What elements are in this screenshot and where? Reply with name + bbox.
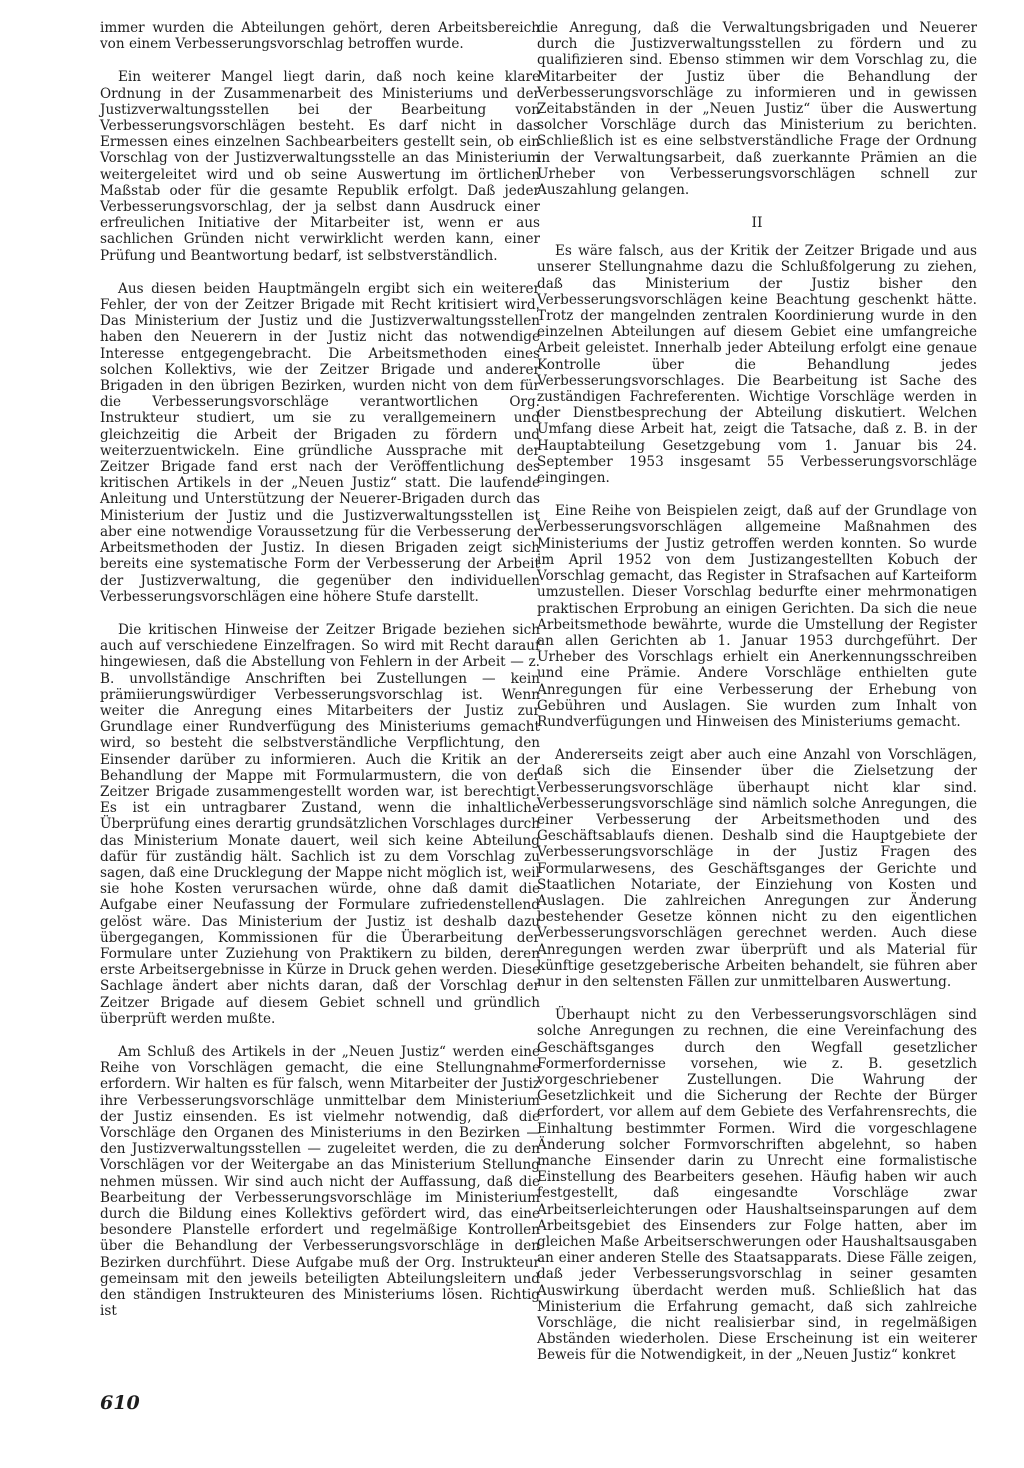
paragraph: Am Schluß des Artikels in der „Neuen Justiz“ werden eine Reihe von Vorschlägen gemacht, die eine Stellungnahme erfordern. Wir halten es für falsch, wenn Mitarbeiter der Justiz ihre Verbesserungsvorschläge unmittelbar dem Ministerium der Justiz einsenden. Es ist vielmehr notwendig, daß die Vorschläge den Organen des Ministeriums in den Bezirken — den Justizverwaltungsstellen — zugeleitet werden, die zu den Vorschlägen vor der Weitergabe an das Ministerium Stellung nehmen müssen. Wir sind auch nicht der Auffassung, daß die Bearbeitung der Verbesserungsvorschläge im Ministerium durch die Bildung eines Kollektivs gefördert wird, das eine besondere Planstelle erfordert und regelmäßige Kontrollen über die Behandlung der Verbesserungsvorschläge in den Bezirken durchführt. Diese Aufgabe muß der Org. Instrukteur gemeinsam mit den jeweils beteiligten Abteilungsleitern und den ständigen Instrukteuren des Ministeriums lösen. Richtig ist (100, 1043, 540, 1320)
paragraph: Ein weiterer Mangel liegt darin, daß noch keine klare Ordnung in der Zusammenarbeit des Ministeriums und der Justizverwaltungsstellen bei der Bearbeitung von Verbesserungsvorschlägen besteht. Es darf nicht in das Ermessen eines einzelnen Sachbearbeiters gestellt sein, ob ein Vorschlag von der Justizverwaltungsstelle an das Ministerium weitergeleitet wird und ob seine Auswertung im örtlichen Maßstab oder für die gesamte Republik erfolgt. Daß jeder Verbesserungsvorschlag, der ja selbst dann Ausdruck einer erfreulichen Initiative der Mitarbeiter ist, wenn er aus sachlichen Gründen nicht verwirklicht werden kann, einer Prüfung und Beantwortung bedarf, ist selbstverständlich. (100, 69, 540, 264)
paragraph: Die kritischen Hinweise der Zeitzer Brigade beziehen sich auch auf verschiedene Einzelfragen. So wird mit Recht darauf hingewiesen, daß die Abstellung von Fehlern in der Arbeit — z. B. unvollständige Anschriften bei Zustellungen — kein prämiierungswürdiger Verbesserungsvorschlag ist. Wenn weiter die Anregung eines Mitarbeiters der Justiz zur Grundlage einer Rundverfügung des Ministeriums gemacht wird, so besteht die selbstverständliche Verpflichtung, den Einsender darüber zu informieren. Auch die Kritik an der Behandlung der Mappe mit Formularmustern, die von der Zeitzer Brigade zusammengestellt worden war, ist berechtigt. Es ist ein untragbarer Zustand, wenn die inhaltliche Überprüfung eines derartig grundsätzlichen Vorschlages durch das Ministerium Monate dauert, weil sich keine Abteilung dafür für zuständig hält. Sachlich ist zu dem Vorschlag zu sagen, daß eine Drucklegung der Mappe nicht möglich ist, weil sie hohe Kosten verursachen würde, ohne daß damit die Aufgabe einer Neufassung der Formulare zufriedenstellend gelöst wäre. Das Ministerium der Justiz ist deshalb dazu übergegangen, Kommissionen für die Überarbeitung der Formulare unter Zuziehung von Praktikern zu bilden, deren erste Arbeitsergebnisse in Kürze in Druck gehen werden. Diese Sachlage ändert aber nichts daran, daß der Vorschlag der Zeitzer Brigade auf diesem Gebiet schnell und gründlich überprüft werden mußte. (100, 621, 540, 1027)
section-heading: II (751, 215, 763, 232)
paragraph: Es wäre falsch, aus der Kritik der Zeitzer Brigade und aus unserer Stellungnahme dazu die Schlußfolgerung zu ziehen, daß das Ministerium der Justiz bisher den Verbesserungsvorschlägen keine Beachtung geschenkt hätte. Trotz der mangelnden zentralen Koordinierung wurde in den einzelnen Abteilungen auf diesem Gebiet eine umfangreiche Arbeit geleistet. Innerhalb jeder Abteilung erfolgt eine genaue Kontrolle über die Behandlung jedes Verbesserungsvorschlages. Die Bearbeitung ist Sache des zuständigen Fachreferenten. Wichtige Vorschläge werden in der Dienstbesprechung der Abteilung diskutiert. Welchen Umfang diese Arbeit hat, zeigt die Tatsache, daß z. B. in der Hauptabteilung Gesetzgebung vom 1. Januar bis 24. September 1953 insgesamt 55 Verbesserungsvorschläge eingingen. (537, 243, 977, 487)
paragraph-continuation: die Anregung, daß die Verwaltungsbrigaden und Neuerer durch die Justizverwaltungsstellen zu fördern und zu qualifizieren sind. Ebenso stimmen wir dem Vorschlag zu, die Mitarbeiter der Justiz über die Behandlung der Verbesserungsvorschläge zu informieren und in gewissen Zeitabständen in der „Neuen Justiz“ über die Auswertung solcher Vorschläge durch das Ministerium zu berichten. Schließlich ist es eine selbstverständliche Frage der Ordnung in der Verwaltungsarbeit, daß zuerkannte Prämien an die Urheber von Verbesserungsvorschlägen schnell zur Auszahlung gelangen. (537, 20, 977, 199)
page-number: 610 (100, 1392, 140, 1414)
paragraph: Eine Reihe von Beispielen zeigt, daß auf der Grundlage von Verbesserungsvorschlägen allgemeine Maßnahmen des Ministeriums der Justiz getroffen werden konnten. So wurde im April 1952 von dem Justizangestellten Kobuch der Vorschlag gemacht, das Register in Strafsachen auf Karteiform umzustellen. Dieser Vorschlag bedurfte einer mehrmonatigen praktischen Erprobung an einigen Gerichten. Da sich die neue Arbeitsmethode bewährte, wurde die Umstellung der Register an allen Gerichten ab 1. Januar 1953 durchgeführt. Der Urheber des Vorschlags erhielt ein Anerkennungsschreiben und eine Prämie. Andere Vorschläge enthielten gute Anregungen für eine Verbesserung der Erhebung von Gebühren und Auslagen. Sie wurden zum Inhalt von Rundverfügungen und Hinweisen des Ministeriums gemacht. (537, 503, 977, 730)
right-column (537, 20, 977, 1381)
paragraph: Überhaupt nicht zu den Verbesserungsvorschlägen sind solche Anregungen zu rechnen, die eine Vereinfachung des Geschäftsganges durch den Wegfall gesetzlicher Formerfordernisse vorsehen, wie z. B. gesetzlich vorgeschriebener Zustellungen. Die Wahrung der Gesetzlichkeit und die Sicherung der Rechte der Bürger erfordert, vor allem auf dem Gebiete des Verfahrensrechts, die Einhaltung bestimmter Formen. Wird die vorgeschlagene Änderung solcher Formvorschriften abgelehnt, so haben manche Einsender darin zu Unrecht eine formalistische Einstellung des Bearbeiters gesehen. Häufig haben wir auch festgestellt, daß eingesandte Vorschläge zwar Arbeitserleichterungen oder Haushaltseinsparungen auf dem Arbeitsgebiet des Einsenders zur Folge hatten, aber im gleichen Maße Arbeitserschwerungen oder Haushaltsausgaben an einer anderen Stelle des Staatsapparats. Diese Fälle zeigen, daß jeder Verbesserungsvorschlag in seiner gesamten Auswirkung überdacht werden muß. Schließlich hat das Ministerium die Erfahrung gemacht, daß sich zahlreiche Vorschläge, die nicht realisierbar sind, in regelmäßigen Abständen wiederholen. Diese Erscheinung ist ein weiterer Beweis für die Notwendigkeit, in der „Neuen Justiz“ konkret (537, 1007, 977, 1364)
paragraph: Andererseits zeigt aber auch eine Anzahl von Vorschlägen, daß sich die Einsender über die Zielsetzung der Verbesserungsvorschläge überhaupt nicht klar sind. Verbesserungsvorschläge sind nämlich solche Anregungen, die einer Verbesserung der Arbeitsmethoden und des Geschäftsablaufs dienen. Deshalb sind die Hauptgebiete der Verbesserungsvorschläge in der Justiz Fragen des Formularwesens, des Geschäftsganges der Gerichte und Staatlichen Notariate, der Einziehung von Kosten und Auslagen. Die zahlreichen Anregungen zur Änderung bestehender Gesetze können nicht zu den eigentlichen Verbesserungsvorschlägen gerechnet werden. Auch diese Anregungen werden zwar überprüft und als Material für künftige gesetzgeberische Arbeiten behandelt, sie führen aber nur in den seltensten Fällen zur unmittelbaren Auswertung. (537, 747, 977, 990)
paragraph: Aus diesen beiden Hauptmängeln ergibt sich ein weiterer Fehler, der von der Zeitzer Brigade mit Recht kritisiert wird. Das Ministerium der Justiz und die Justizverwaltungsstellen haben den Neuerern in der Justiz nicht das notwendige Interesse entgegengebracht. Die Arbeitsmethoden eines solchen Kollektivs, wie der Zeitzer Brigade und anderer Brigaden in den übrigen Bezirken, wurden nicht von dem für die Verbesserungsvorschläge verantwortlichen Org. Instrukteur studiert, um sie zu verallgemeinern und gleichzeitig die Arbeit der Brigaden zu fördern und weiterzuentwickeln. Eine gründliche Aussprache mit der Zeitzer Brigade fand erst nach der Veröffentlichung des kritischen Artikels in der „Neuen Justiz“ statt. Die laufende Anleitung und Unterstützung der Neuerer-Brigaden durch das Ministerium der Justiz und die Justizverwaltungsstellen ist aber eine notwendige Voraussetzung für die Verbesserung der Arbeitsmethoden der Justiz. In diesen Brigaden zeigt sich bereits eine systematische Form der Verbesserung der Arbeit der Justizverwaltung, die gegenüber den individuellen Verbesserungsvorschlägen eine höhere Stufe darstellt. (100, 280, 540, 605)
paragraph-continuation: immer wurden die Abteilungen gehört, deren Arbeitsbereich von einem Verbesserungsvorschlag betroffen wurde. (100, 20, 540, 53)
left-column (100, 20, 540, 1336)
